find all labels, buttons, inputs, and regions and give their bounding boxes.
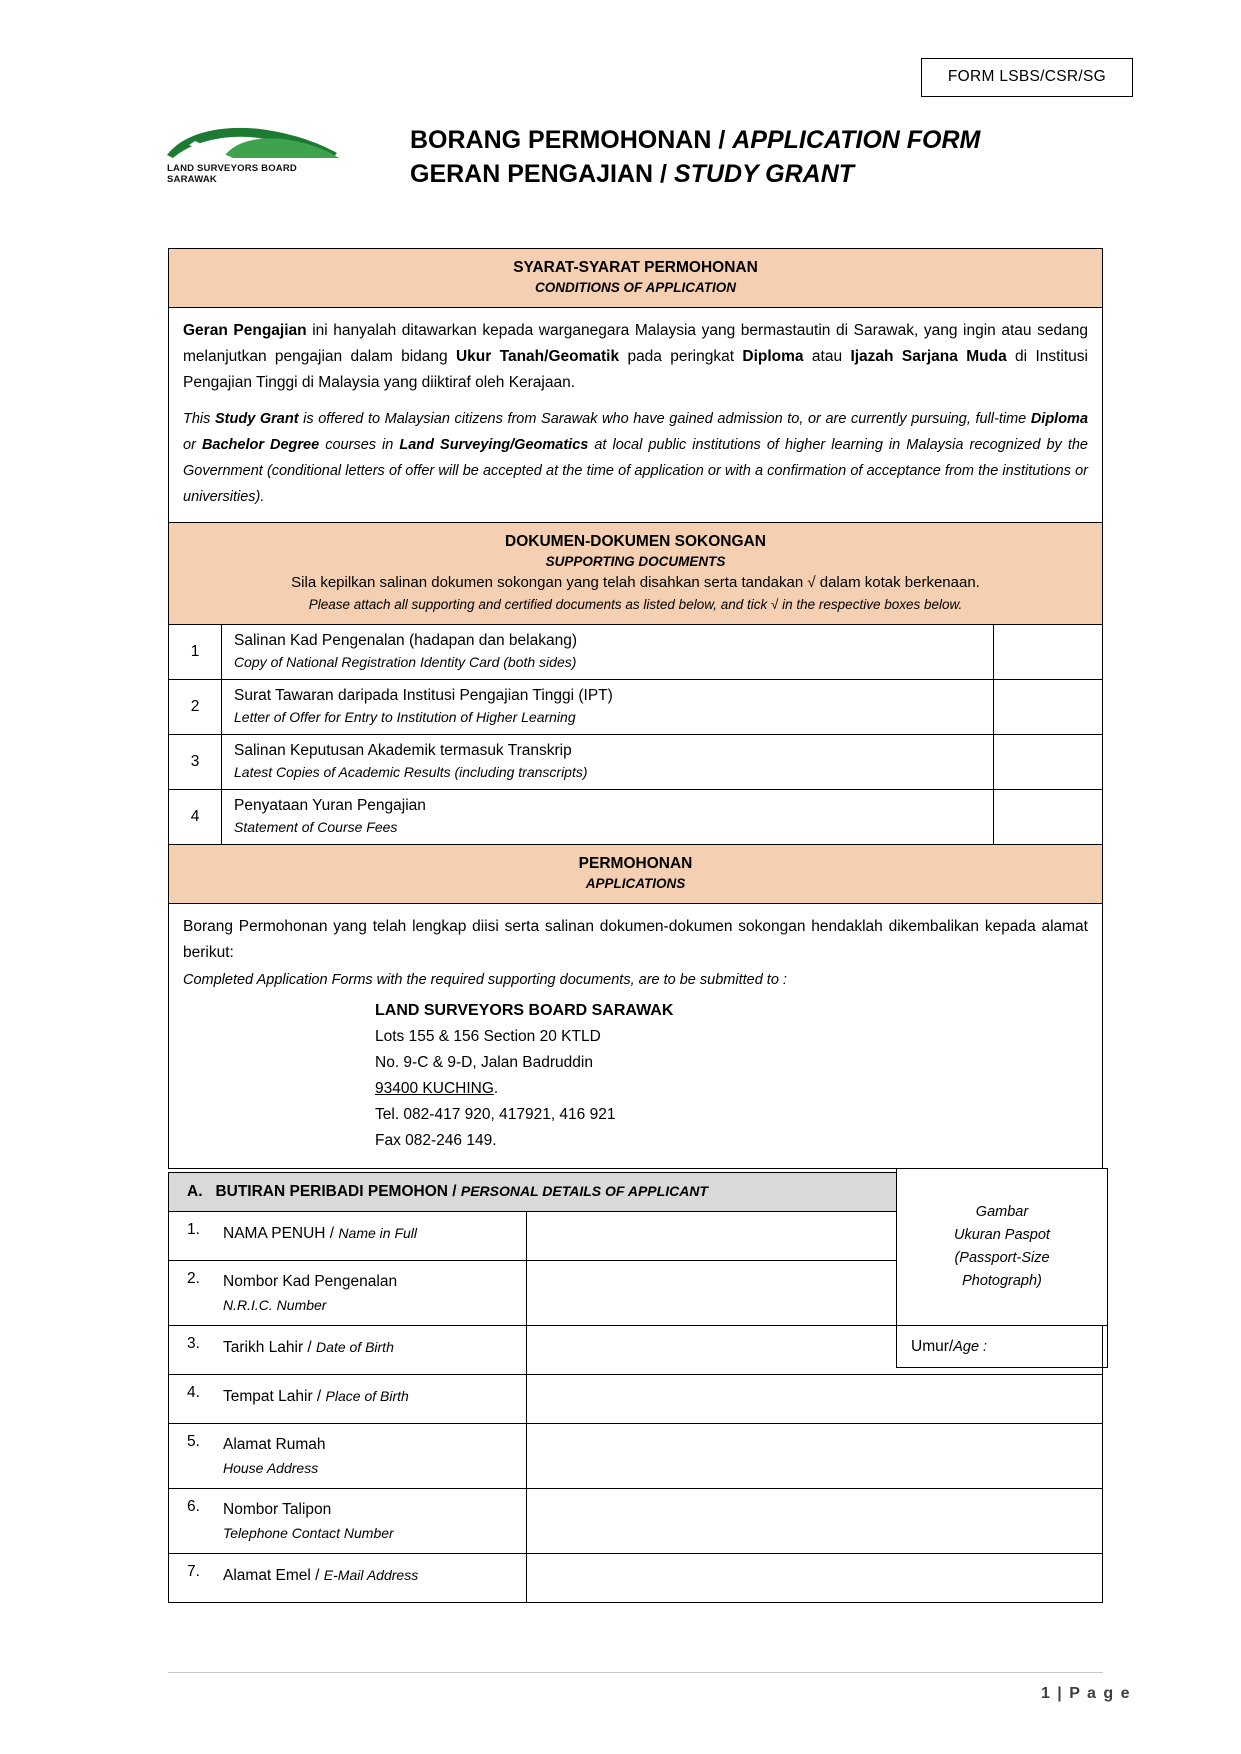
field-label-bm: Tempat Lahir / Place of Birth — [223, 1388, 409, 1405]
field-label-texts — [223, 1384, 409, 1414]
field-number: 5. — [187, 1433, 200, 1450]
applications-text-en: Completed Application Forms with the required supporting documents, are to be submitted to : — [183, 972, 787, 988]
document-label-bm: Penyataan Yuran Pengajian — [234, 797, 426, 814]
title-line-2-bm: GERAN PENGAJIAN — [410, 160, 654, 188]
field-row-telephone — [169, 1489, 1102, 1554]
document-tick-box[interactable] — [994, 790, 1102, 844]
field-input-email[interactable] — [527, 1554, 1102, 1602]
field-input-pob[interactable] — [527, 1375, 1102, 1423]
document-label — [222, 735, 994, 789]
field-label-texts — [223, 1433, 326, 1479]
field-label-bm: Nombor Talipon — [223, 1501, 332, 1518]
field-number: 7. — [187, 1563, 200, 1580]
document-header — [165, 125, 1131, 210]
field-label-texts — [223, 1563, 418, 1593]
document-label-bm: Salinan Keputusan Akademik termasuk Transkrip — [234, 742, 572, 759]
submission-address — [375, 998, 1088, 1154]
section-a-title-en: PERSONAL DETAILS OF APPLICANT — [460, 1183, 708, 1199]
field-label-bm: NAMA PENUH / Name in Full — [223, 1225, 418, 1242]
title-line-2-sep: / — [653, 160, 674, 188]
address-city-suffix: . — [493, 1080, 499, 1097]
document-row — [169, 625, 1102, 680]
field-number: 1. — [187, 1221, 200, 1238]
title-line-1 — [410, 123, 980, 157]
age-field[interactable] — [896, 1326, 1108, 1368]
field-number: 2. — [187, 1270, 200, 1287]
address-line-3 — [375, 1076, 1088, 1102]
document-label — [222, 625, 994, 679]
field-number: 3. — [187, 1335, 200, 1352]
field-label-texts — [223, 1335, 394, 1365]
address-line-2: No. 9-C & 9-D, Jalan Badruddin — [375, 1054, 593, 1071]
document-label-en: Latest Copies of Academic Results (including transcripts) — [234, 764, 588, 780]
title-line-1-bm: BORANG PERMOHONAN — [410, 126, 712, 154]
section-a-letter: A. — [187, 1183, 203, 1200]
field-label-en: Telephone Contact Number — [223, 1525, 394, 1541]
logo-caption: LAND SURVEYORS BOARD SARAWAK — [167, 163, 297, 185]
applications-band — [169, 845, 1102, 904]
conditions-body — [169, 308, 1102, 523]
field-label-texts — [223, 1270, 397, 1316]
section-a-title-bm: BUTIRAN PERIBADI PEMOHON — [215, 1183, 448, 1200]
field-label-en: N.R.I.C. Number — [223, 1297, 327, 1313]
board-logo — [165, 125, 345, 185]
field-input-telephone[interactable] — [527, 1489, 1102, 1553]
field-label-bm: Nombor Kad Pengenalan — [223, 1273, 398, 1290]
document-row — [169, 680, 1102, 735]
documents-band — [169, 523, 1102, 625]
field-row-address — [169, 1424, 1102, 1489]
field-label-en: House Address — [223, 1460, 319, 1476]
applications-text-bm: Borang Permohonan yang telah lengkap diisi serta salinan dokumen-dokumen sokongan hendaklah dikembalikan kepada alamat berikut: — [183, 918, 1088, 961]
title-line-1-en: APPLICATION FORM — [732, 126, 981, 154]
document-tick-box[interactable] — [994, 735, 1102, 789]
field-number: 4. — [187, 1384, 200, 1401]
title-line-2 — [410, 157, 980, 191]
document-label-en: Copy of National Registration Identity Card (both sides) — [234, 654, 577, 670]
document-label-en: Letter of Offer for Entry to Institution of Higher Learning — [234, 709, 576, 725]
field-label-bm: Alamat Rumah — [223, 1436, 326, 1453]
document-label — [222, 790, 994, 844]
applications-body — [169, 904, 1102, 1168]
document-number: 2 — [169, 680, 222, 734]
document-tick-box[interactable] — [994, 680, 1102, 734]
document-number: 1 — [169, 625, 222, 679]
title-line-2-en: STUDY GRANT — [673, 160, 855, 188]
field-label-bm: Tarikh Lahir / Date of Birth — [223, 1339, 394, 1356]
documents-instruction-bm: Sila kepilkan salinan dokumen sokongan yang telah disahkan serta tandakan √ dalam kotak berkenaan. — [291, 574, 980, 591]
information-table — [168, 248, 1103, 1169]
field-label — [169, 1326, 527, 1374]
age-label-sep: / — [948, 1337, 954, 1355]
applications-band-en: APPLICATIONS — [585, 876, 686, 891]
field-label — [169, 1375, 527, 1423]
logo-graphic — [165, 125, 345, 165]
form-code-box — [921, 58, 1133, 97]
field-label — [169, 1424, 527, 1488]
conditions-text-en: This Study Grant is offered to Malaysian citizens from Sarawak who have gained admission to, or are currently pursuing, full-time Diploma or Bachelor Degree courses in Land Surveying/Geomatics at local public institutions of higher learning in Malaysia recognized by the Government (conditional letters of offer will be accepted at the time of application or with a confirmation of acceptance from the institutions or universities). — [183, 411, 1089, 505]
document-label-bm: Surat Tawaran daripada Institusi Pengajian Tinggi (IPT) — [234, 687, 613, 704]
document-label — [222, 680, 994, 734]
title-line-1-sep: / — [711, 126, 733, 154]
address-fax: Fax 082-246 149. — [375, 1132, 497, 1149]
document-number: 4 — [169, 790, 222, 844]
document-row — [169, 735, 1102, 790]
documents-band-bm: DOKUMEN-DOKUMEN SOKONGAN — [505, 533, 766, 550]
form-code-text: FORM LSBS/CSR/SG — [921, 58, 1133, 97]
field-input-address[interactable] — [527, 1424, 1102, 1488]
address-telephone: Tel. 082-417 920, 417921, 416 921 — [375, 1106, 616, 1123]
document-tick-box[interactable] — [994, 625, 1102, 679]
field-label — [169, 1554, 527, 1602]
address-line-1: Lots 155 & 156 Section 20 KTLD — [375, 1028, 601, 1045]
field-row-email — [169, 1554, 1102, 1602]
conditions-band — [169, 249, 1102, 308]
footer-divider — [168, 1672, 1103, 1673]
section-a-title-sep: / — [447, 1183, 461, 1200]
conditions-text-bm: Geran Pengajian ini hanyalah ditawarkan kepada warganegara Malaysia yang bermastautin di Sarawak, yang ingin atau sedang melanjutkan pengajian dalam bidang Ukur Tanah/Geomatik pada peringkat Diploma atau Ijazah Sarjana Muda di Institusi Pengajian Tinggi di Malaysia yang diiktiraf oleh Kerajaan. — [183, 322, 1089, 391]
documents-band-en: SUPPORTING DOCUMENTS — [545, 554, 726, 569]
document-number: 3 — [169, 735, 222, 789]
field-label-texts — [223, 1498, 394, 1544]
page-title — [410, 123, 980, 191]
age-label-bm: Umur — [911, 1337, 949, 1355]
address-organisation: LAND SURVEYORS BOARD SARAWAK — [375, 1002, 674, 1019]
document-label-bm: Salinan Kad Pengenalan (hadapan dan belakang) — [234, 632, 578, 649]
field-number: 6. — [187, 1498, 200, 1515]
passport-photo-caption: Gambar Ukuran Paspot (Passport-Size Photograph) — [954, 1204, 1050, 1289]
field-row-pob — [169, 1375, 1102, 1424]
address-city: 93400 KUCHING — [375, 1080, 494, 1097]
passport-photo-box[interactable] — [896, 1168, 1108, 1326]
field-label-texts — [223, 1221, 417, 1251]
field-label — [169, 1212, 527, 1260]
field-label — [169, 1261, 527, 1325]
document-row — [169, 790, 1102, 845]
page-number: 1 | P a g e — [1040, 1685, 1131, 1702]
applications-band-bm: PERMOHONAN — [578, 855, 693, 872]
document-label-en: Statement of Course Fees — [234, 819, 398, 835]
age-label-en: Age : — [953, 1338, 988, 1355]
conditions-band-en: CONDITIONS OF APPLICATION — [535, 280, 736, 295]
conditions-band-bm: SYARAT-SYARAT PERMOHONAN — [513, 259, 758, 276]
field-label — [169, 1489, 527, 1553]
field-label-bm: Alamat Emel / E-Mail Address — [223, 1567, 419, 1584]
documents-instruction-en: Please attach all supporting and certified documents as listed below, and tick √ in the respective boxes below. — [308, 597, 963, 612]
